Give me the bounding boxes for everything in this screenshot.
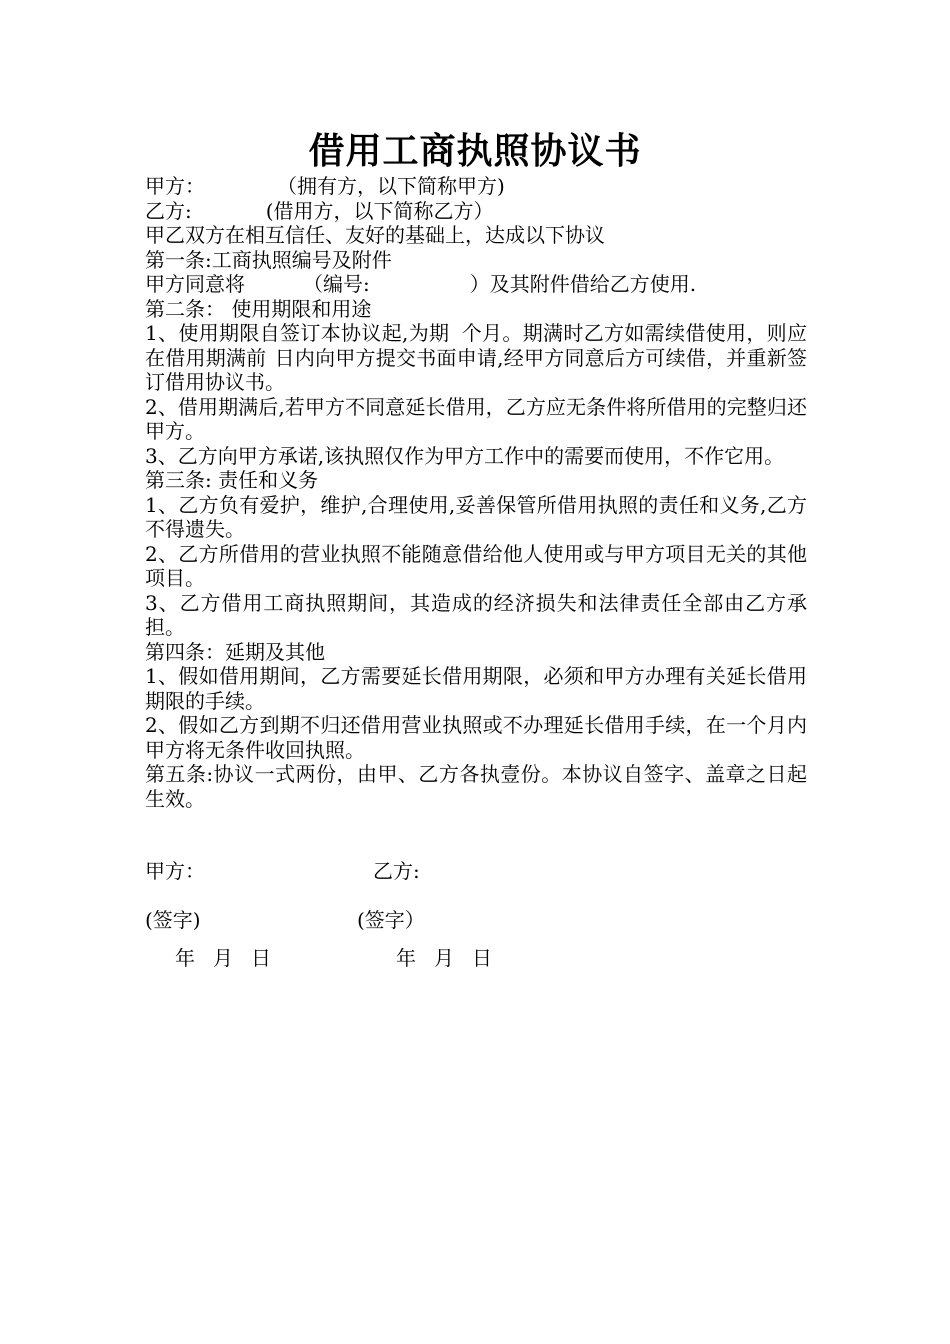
article-3-paragraph-2: 2、乙方所借用的营业执照不能随意借给他人使用或与甲方项目无关的其他项目。 [145,541,807,590]
signature-b-sign: (签字） [357,908,425,932]
article-1-text [145,272,807,297]
article-2-paragraph-1 [145,321,807,395]
article-1-text-c: ）及其附件借给乙方使用. [469,272,697,296]
date-b-month: 月 [434,946,454,970]
signature-party-b-label: 乙方: [373,859,420,883]
article-5-text: 第五条:协议一式两份，由甲、乙方各执壹份。本协议自签字、盖章之日起生效。 [145,762,807,811]
article-3-paragraph-3: 3、乙方借用工商执照期间，其造成的经济损失和法律责任全部由乙方承担。 [145,590,807,639]
article-1-heading: 第一条:工商执照编号及附件 [145,247,392,272]
party-a-label: 甲方： [145,174,205,198]
party-b-line [145,199,807,224]
article-3-paragraph-1: 1、乙方负有爱护，维护,合理使用,妥善保管所借用执照的责任和义务,乙方不得遗失。 [145,492,807,541]
party-a-line [145,174,807,199]
article-3-heading: 第三条: 责任和义务 [145,468,319,492]
article-2-p1-c: 日内向甲方提交书面申请,经甲方同意后方可续借，并重新签订借用协议书。 [145,345,807,394]
party-b-label: 乙方: [145,198,192,223]
signature-a-date [175,945,271,971]
date-a-year: 年 [175,946,195,970]
signature-b-date [396,945,492,971]
date-b-day: 日 [472,946,492,970]
article-4-paragraph-1: 1、假如借用期间，乙方需要延长借用期限，必须和甲方办理有关延长借用期限的手续。 [145,664,807,713]
article-1-text-a: 甲方同意将 [145,272,245,296]
article-2-paragraph-3: 3、乙方向甲方承诺,该执照仅作为甲方工作中的需要而使用，不作它用。 [145,443,785,468]
document-title: 借用工商执照协议书 [308,130,642,172]
party-a-desc: （拥有方，以下简称甲方) [277,174,505,198]
article-4-heading: 第四条：延期及其他 [145,639,325,664]
article-2-paragraph-2: 2、借用期满后,若甲方不同意延长借用，乙方应无条件将所借用的完整归还甲方。 [145,394,807,443]
date-b-year: 年 [396,946,416,970]
article-2-heading: 第二条： 使用期限和用途 [145,296,372,321]
intro-text: 甲乙双方在相互信任、友好的基础上，达成以下协议 [145,223,605,247]
article-2-p1-a: 1、使用期限自签订本协议起,为期 [145,321,450,345]
article-2-p1-b: 个月。期满时乙方如需续借使用，则应在借用期满前 [145,321,807,370]
article-1-text-b: （编号: [303,272,370,296]
date-a-day: 日 [251,946,271,970]
article-4-paragraph-2: 2、假如乙方到期不归还借用营业执照或不办理延长借用手续，在一个月内甲方将无条件收回执照。 [145,713,807,762]
party-b-desc: (借用方，以下简称乙方） [265,198,494,223]
date-a-month: 月 [213,946,233,970]
document-body [145,174,807,811]
signature-party-a-label: 甲方： [145,859,205,883]
signature-a-sign: (签字) [145,908,201,932]
